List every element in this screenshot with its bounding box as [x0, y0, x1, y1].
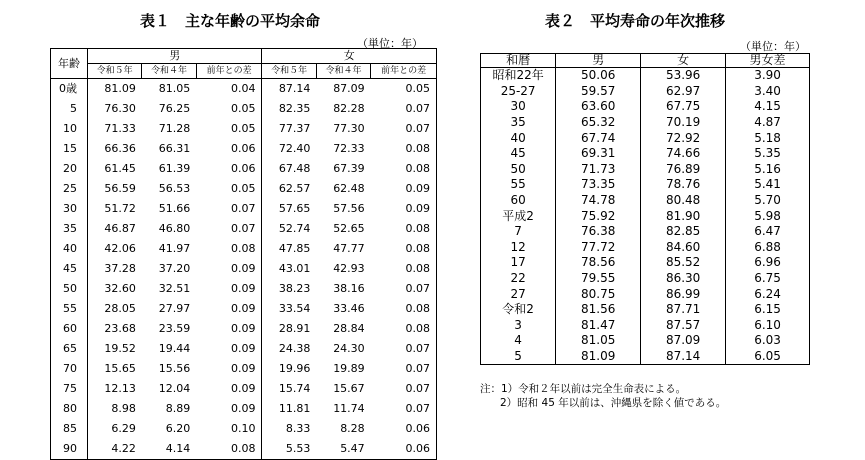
- age-cell: 15: [51, 139, 88, 159]
- table2-title: 表２ 平均寿命の年次推移: [545, 12, 726, 30]
- value-cell: 8.33: [285, 422, 311, 435]
- era-cell: 昭和22年: [481, 68, 556, 84]
- age-cell: 10: [51, 119, 88, 139]
- table-row: [481, 146, 810, 162]
- table-row: [481, 84, 810, 100]
- value-cell: 6.03: [726, 333, 810, 349]
- value-cell: 73.35: [556, 177, 641, 193]
- value-cell: 0.08: [405, 162, 430, 175]
- female-header: 女: [641, 54, 726, 68]
- value-cell: 41.97: [158, 242, 191, 255]
- value-cell: 8.28: [340, 422, 365, 435]
- value-cell: 52.74: [278, 222, 311, 235]
- value-cell: 87.09: [641, 333, 726, 349]
- table-row: [51, 179, 437, 199]
- value-cell: 65.32: [556, 115, 641, 131]
- table-row: [51, 439, 437, 460]
- age-cell: 80: [51, 399, 88, 419]
- value-cell: 6.96: [726, 255, 810, 271]
- life-expectancy-trend-table: [480, 53, 810, 365]
- value-cell: 77.30: [333, 122, 365, 135]
- value-cell: 51.66: [158, 202, 191, 215]
- value-cell: 0.09: [196, 299, 262, 319]
- table-row: [481, 318, 810, 334]
- value-cell: 37.28: [104, 262, 136, 275]
- value-cell: 0.07: [405, 342, 430, 355]
- table-row: [481, 177, 810, 193]
- value-cell: 4.22: [111, 442, 136, 455]
- value-cell: 57.65: [278, 202, 311, 215]
- table-row: [481, 162, 810, 178]
- table-row: [51, 239, 437, 259]
- age-cell: 70: [51, 359, 88, 379]
- value-cell: 5.70: [726, 193, 810, 209]
- age-cell: 75: [51, 379, 88, 399]
- value-cell: 76.30: [104, 102, 136, 115]
- value-cell: 61.39: [158, 162, 191, 175]
- value-cell: 87.57: [641, 318, 726, 334]
- table-row: [481, 302, 810, 318]
- value-cell: 46.80: [158, 222, 191, 235]
- era-header: 和暦: [481, 54, 556, 68]
- value-cell: 87.14: [278, 82, 311, 95]
- value-cell: 81.05: [158, 82, 191, 95]
- value-cell: 77.72: [556, 240, 641, 256]
- value-cell: 87.71: [641, 302, 726, 318]
- value-cell: 0.07: [405, 122, 430, 135]
- value-cell: 5.35: [726, 146, 810, 162]
- value-cell: 15.74: [278, 382, 311, 395]
- table-row: [51, 299, 437, 319]
- value-cell: 0.07: [405, 402, 430, 415]
- value-cell: 0.07: [405, 102, 430, 115]
- value-cell: 0.09: [405, 202, 430, 215]
- value-cell: 19.52: [104, 342, 136, 355]
- value-cell: 76.89: [641, 162, 726, 178]
- sub-header: 令和５年: [262, 64, 316, 79]
- value-cell: 0.05: [405, 82, 430, 95]
- value-cell: 62.97: [641, 84, 726, 100]
- value-cell: 81.05: [556, 333, 641, 349]
- value-cell: 74.66: [641, 146, 726, 162]
- value-cell: 67.48: [278, 162, 311, 175]
- value-cell: 0.05: [196, 99, 262, 119]
- value-cell: 81.56: [556, 302, 641, 318]
- value-cell: 38.23: [278, 282, 311, 295]
- value-cell: 87.14: [641, 349, 726, 365]
- value-cell: 62.48: [333, 182, 365, 195]
- value-cell: 71.73: [556, 162, 641, 178]
- value-cell: 66.31: [158, 142, 191, 155]
- value-cell: 5.98: [726, 208, 810, 224]
- value-cell: 82.35: [278, 102, 311, 115]
- value-cell: 28.91: [278, 322, 311, 335]
- value-cell: 12.13: [104, 382, 136, 395]
- table-row: [481, 349, 810, 365]
- era-cell: 22: [481, 271, 556, 287]
- era-cell: 50: [481, 162, 556, 178]
- era-cell: 30: [481, 99, 556, 115]
- gender-gap-header: 男女差: [726, 54, 810, 68]
- age-cell: 65: [51, 339, 88, 359]
- sub-header: 令和４年: [316, 64, 370, 79]
- era-cell: 令和2: [481, 302, 556, 318]
- value-cell: 23.68: [104, 322, 136, 335]
- value-cell: 56.53: [158, 182, 191, 195]
- value-cell: 62.57: [278, 182, 311, 195]
- table-row: [51, 359, 437, 379]
- value-cell: 53.96: [641, 68, 726, 84]
- value-cell: 28.84: [333, 322, 365, 335]
- value-cell: 0.09: [196, 259, 262, 279]
- table-row: [481, 255, 810, 271]
- age-header: 年齢: [51, 49, 88, 79]
- table-row: [51, 259, 437, 279]
- value-cell: 87.09: [333, 82, 365, 95]
- sub-header: 令和５年: [88, 64, 142, 79]
- table-row: [481, 240, 810, 256]
- female-group-header: 女: [262, 49, 437, 64]
- age-cell: 90: [51, 439, 88, 460]
- value-cell: 0.08: [196, 239, 262, 259]
- table-row: [481, 68, 810, 84]
- table-row: [51, 319, 437, 339]
- era-cell: 45: [481, 146, 556, 162]
- value-cell: 0.04: [196, 79, 262, 100]
- table-row: [51, 399, 437, 419]
- value-cell: 12.04: [158, 382, 191, 395]
- table-row: [51, 339, 437, 359]
- value-cell: 56.59: [104, 182, 136, 195]
- value-cell: 5.41: [726, 177, 810, 193]
- age-cell: 85: [51, 419, 88, 439]
- value-cell: 0.09: [196, 399, 262, 419]
- value-cell: 46.87: [104, 222, 136, 235]
- table-row: [51, 79, 437, 100]
- table-row: [481, 99, 810, 115]
- value-cell: 0.09: [405, 182, 430, 195]
- male-header: 男: [556, 54, 641, 68]
- value-cell: 67.74: [556, 130, 641, 146]
- value-cell: 6.20: [165, 422, 191, 435]
- value-cell: 84.60: [641, 240, 726, 256]
- value-cell: 6.29: [111, 422, 136, 435]
- value-cell: 80.48: [641, 193, 726, 209]
- table-row: [51, 219, 437, 239]
- value-cell: 67.39: [333, 162, 365, 175]
- era-cell: 17: [481, 255, 556, 271]
- value-cell: 0.06: [196, 159, 262, 179]
- value-cell: 19.96: [278, 362, 311, 375]
- value-cell: 82.28: [333, 102, 365, 115]
- value-cell: 76.25: [158, 102, 191, 115]
- table-row: [51, 279, 437, 299]
- value-cell: 78.76: [641, 177, 726, 193]
- table-row: [481, 333, 810, 349]
- value-cell: 0.09: [196, 279, 262, 299]
- value-cell: 0.05: [196, 179, 262, 199]
- value-cell: 0.09: [196, 339, 262, 359]
- value-cell: 3.40: [726, 84, 810, 100]
- value-cell: 37.20: [158, 262, 191, 275]
- era-cell: 25-27: [481, 84, 556, 100]
- value-cell: 15.67: [333, 382, 365, 395]
- value-cell: 0.09: [196, 359, 262, 379]
- value-cell: 0.09: [196, 319, 262, 339]
- value-cell: 70.19: [641, 115, 726, 131]
- value-cell: 11.81: [278, 402, 311, 415]
- value-cell: 8.98: [111, 402, 136, 415]
- male-group-header: 男: [88, 49, 262, 64]
- value-cell: 78.56: [556, 255, 641, 271]
- value-cell: 69.31: [556, 146, 641, 162]
- era-cell: 12: [481, 240, 556, 256]
- value-cell: 52.65: [333, 222, 365, 235]
- sub-header: 前年との差: [196, 64, 262, 79]
- value-cell: 0.06: [405, 442, 430, 455]
- remaining-life-table: [50, 48, 437, 460]
- value-cell: 72.33: [333, 142, 365, 155]
- value-cell: 3.90: [726, 68, 810, 84]
- value-cell: 81.90: [641, 208, 726, 224]
- footnote: 注：1）令和２年以前は完全生命表による。: [480, 383, 687, 395]
- value-cell: 80.75: [556, 286, 641, 302]
- value-cell: 32.60: [104, 282, 136, 295]
- value-cell: 86.99: [641, 286, 726, 302]
- value-cell: 33.46: [333, 302, 365, 315]
- value-cell: 81.09: [104, 82, 136, 95]
- era-cell: 平成2: [481, 208, 556, 224]
- value-cell: 27.97: [158, 302, 191, 315]
- value-cell: 6.15: [726, 302, 810, 318]
- value-cell: 81.47: [556, 318, 641, 334]
- age-cell: 20: [51, 159, 88, 179]
- value-cell: 4.87: [726, 115, 810, 131]
- value-cell: 6.88: [726, 240, 810, 256]
- value-cell: 19.44: [158, 342, 191, 355]
- value-cell: 0.07: [405, 282, 430, 295]
- age-cell: 25: [51, 179, 88, 199]
- era-cell: 60: [481, 193, 556, 209]
- era-cell: 7: [481, 224, 556, 240]
- table1-unit: （単位：年）: [357, 37, 423, 50]
- value-cell: 0.07: [196, 199, 262, 219]
- value-cell: 47.77: [333, 242, 365, 255]
- value-cell: 24.38: [278, 342, 311, 355]
- age-cell: 40: [51, 239, 88, 259]
- era-cell: 3: [481, 318, 556, 334]
- era-cell: 27: [481, 286, 556, 302]
- era-cell: 40: [481, 130, 556, 146]
- table-row: [51, 379, 437, 399]
- value-cell: 19.89: [333, 362, 365, 375]
- value-cell: 24.30: [333, 342, 365, 355]
- value-cell: 0.08: [405, 142, 430, 155]
- table-row: [51, 419, 437, 439]
- sub-header: 前年との差: [371, 64, 437, 79]
- age-cell: 55: [51, 299, 88, 319]
- table2-unit: （単位：年）: [740, 40, 806, 53]
- value-cell: 66.36: [104, 142, 136, 155]
- value-cell: 5.16: [726, 162, 810, 178]
- value-cell: 0.07: [405, 382, 430, 395]
- value-cell: 86.30: [641, 271, 726, 287]
- value-cell: 0.10: [196, 419, 262, 439]
- era-cell: 35: [481, 115, 556, 131]
- value-cell: 63.60: [556, 99, 641, 115]
- value-cell: 51.72: [104, 202, 136, 215]
- value-cell: 76.38: [556, 224, 641, 240]
- table-row: [51, 139, 437, 159]
- value-cell: 0.05: [196, 119, 262, 139]
- value-cell: 0.06: [196, 139, 262, 159]
- value-cell: 0.08: [405, 302, 430, 315]
- era-cell: 5: [481, 349, 556, 365]
- value-cell: 71.33: [104, 122, 136, 135]
- value-cell: 59.57: [556, 84, 641, 100]
- value-cell: 8.89: [165, 402, 191, 415]
- value-cell: 5.47: [340, 442, 365, 455]
- value-cell: 72.40: [278, 142, 311, 155]
- value-cell: 0.07: [196, 219, 262, 239]
- value-cell: 0.09: [196, 379, 262, 399]
- table-row: [481, 115, 810, 131]
- value-cell: 61.45: [104, 162, 136, 175]
- value-cell: 15.65: [104, 362, 136, 375]
- footnote: 2）昭和 45 年以前は、沖縄県を除く値である。: [500, 397, 727, 409]
- era-cell: 55: [481, 177, 556, 193]
- value-cell: 28.05: [104, 302, 136, 315]
- table-row: [481, 224, 810, 240]
- value-cell: 0.08: [196, 439, 262, 460]
- value-cell: 67.75: [641, 99, 726, 115]
- value-cell: 6.24: [726, 286, 810, 302]
- value-cell: 0.08: [405, 242, 430, 255]
- value-cell: 79.55: [556, 271, 641, 287]
- table-row: [481, 286, 810, 302]
- table-row: [481, 193, 810, 209]
- table1-title: 表１ 主な年齢の平均余命: [140, 12, 321, 30]
- value-cell: 4.14: [165, 442, 191, 455]
- value-cell: 75.92: [556, 208, 641, 224]
- table-row: [481, 208, 810, 224]
- age-cell: 50: [51, 279, 88, 299]
- value-cell: 85.52: [641, 255, 726, 271]
- value-cell: 6.05: [726, 349, 810, 365]
- era-cell: 4: [481, 333, 556, 349]
- value-cell: 6.75: [726, 271, 810, 287]
- value-cell: 4.15: [726, 99, 810, 115]
- value-cell: 0.08: [405, 262, 430, 275]
- value-cell: 6.47: [726, 224, 810, 240]
- value-cell: 74.78: [556, 193, 641, 209]
- value-cell: 11.74: [333, 402, 365, 415]
- age-cell: 35: [51, 219, 88, 239]
- footnotes: [480, 382, 726, 410]
- value-cell: 5.18: [726, 130, 810, 146]
- value-cell: 42.93: [333, 262, 365, 275]
- value-cell: 38.16: [333, 282, 365, 295]
- age-cell: 30: [51, 199, 88, 219]
- value-cell: 23.59: [158, 322, 191, 335]
- value-cell: 57.56: [333, 202, 365, 215]
- value-cell: 47.85: [278, 242, 311, 255]
- value-cell: 0.08: [405, 322, 430, 335]
- value-cell: 71.28: [158, 122, 191, 135]
- value-cell: 77.37: [278, 122, 311, 135]
- value-cell: 33.54: [278, 302, 311, 315]
- sub-header: 令和４年: [142, 64, 196, 79]
- table-row: [51, 199, 437, 219]
- value-cell: 43.01: [278, 262, 311, 275]
- value-cell: 5.53: [285, 442, 311, 455]
- value-cell: 32.51: [158, 282, 191, 295]
- value-cell: 82.85: [641, 224, 726, 240]
- age-cell: 0歳: [51, 79, 88, 100]
- age-cell: 60: [51, 319, 88, 339]
- table-row: [51, 159, 437, 179]
- value-cell: 0.07: [405, 362, 430, 375]
- age-cell: 5: [51, 99, 88, 119]
- value-cell: 42.06: [104, 242, 136, 255]
- table-row: [51, 99, 437, 119]
- age-cell: 45: [51, 259, 88, 279]
- table-row: [481, 271, 810, 287]
- value-cell: 0.06: [405, 422, 430, 435]
- value-cell: 0.08: [405, 222, 430, 235]
- value-cell: 72.92: [641, 130, 726, 146]
- value-cell: 6.10: [726, 318, 810, 334]
- table-row: [481, 130, 810, 146]
- value-cell: 15.56: [158, 362, 191, 375]
- value-cell: 50.06: [556, 68, 641, 84]
- value-cell: 81.09: [556, 349, 641, 365]
- table-row: [51, 119, 437, 139]
